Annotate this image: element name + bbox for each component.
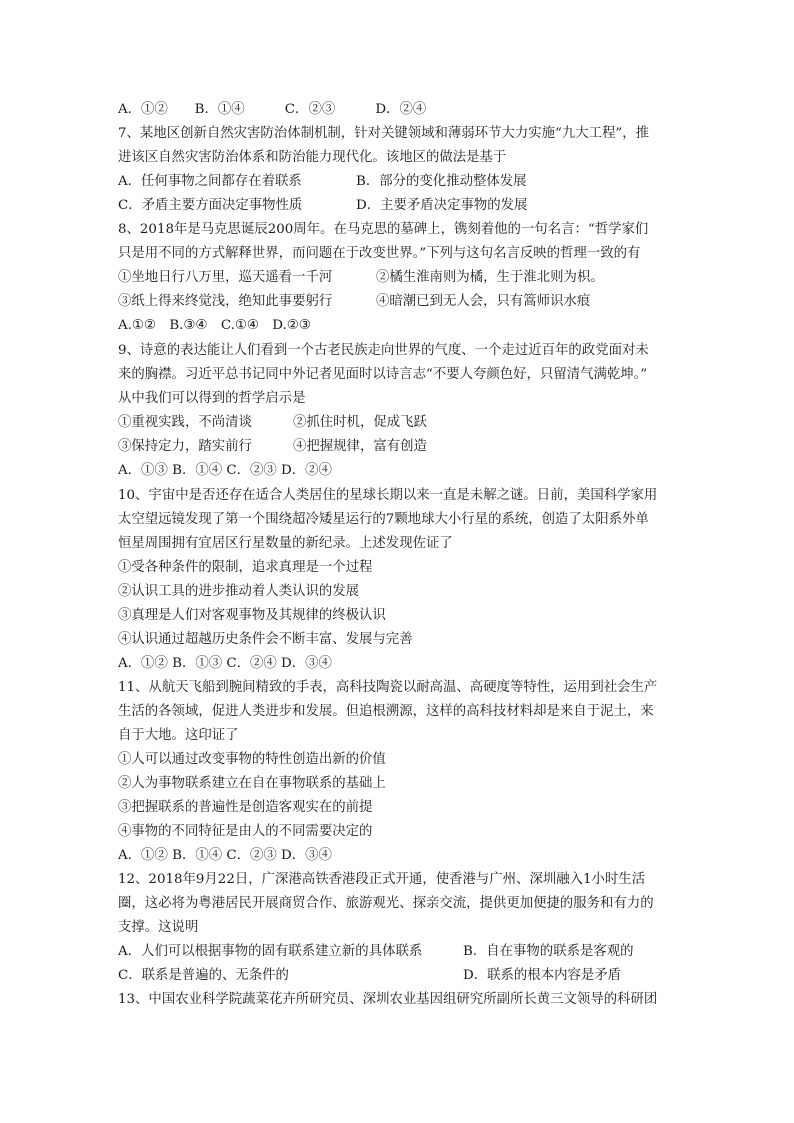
- q7-option-a: A．任何事物之间都存在着联系: [118, 174, 302, 189]
- q9-option-3: ③保持定力，踏实前行: [118, 439, 252, 454]
- q9-stem-line-1: 9、诗意的表达能让人们看到一个古老民族走向世界的气度、一个走过近百年的政党面对未: [118, 343, 649, 358]
- q8-answer-choices: A.①② B.③④ C.①④ D.②③: [118, 318, 311, 333]
- q11-stem-line-2: 生活的各领域，促进人类进步和发展。但追根溯源，这样的高科技材料却是来自于泥土，来: [118, 704, 654, 719]
- q10-stem-line-2: 太空望远镜发现了第一个围绕超冷矮星运行的7颗地球大小行星的系统，创造了太阳系外单: [118, 512, 649, 527]
- q6-answer-choices: A．①② B．①④ C．②③ D．②④: [118, 102, 427, 117]
- q12-option-c: C．联系是普遍的、无条件的: [118, 968, 289, 983]
- q8-option-1: ①坐地日行八万里，巡天遥看一千河: [118, 270, 333, 285]
- q9-options-row-2: [118, 438, 678, 456]
- q8-option-4: ④暗潮已到无人会，只有篙师识水痕: [376, 294, 591, 309]
- q9-stem-line-3: 从中我们可以得到的哲学启示是: [118, 391, 306, 406]
- q10-option-3: ③真理是人们对客观事物及其规律的终极认识: [118, 608, 386, 623]
- q12-options-row-2: [118, 967, 678, 985]
- q8-options-row-1: [118, 269, 678, 287]
- q7-options-row-2: [118, 197, 678, 215]
- q7-option-d: D．主要矛盾决定事物的发展: [356, 198, 528, 213]
- q10-stem-line-1: 10、宇宙中是否还存在适合人类居住的星球长期以来一直是未解之谜。日前，美国科学家用: [118, 488, 658, 503]
- q7-stem-line-1: 7、某地区创新自然灾害防治体制机制，针对关键领域和薄弱环节大力实施“九大工程”，推: [118, 126, 650, 141]
- q7-option-b: B．部分的变化推动整体发展: [356, 174, 527, 189]
- q7-options-row-1: [118, 173, 678, 191]
- q10-option-2: ②认识工具的进步推动着人类认识的发展: [118, 584, 360, 599]
- q12-option-b: B．自在事物的联系是客观的: [463, 944, 634, 959]
- q12-option-d: D．联系的根本内容是矛盾: [463, 968, 622, 983]
- q8-options-row-2: [118, 293, 678, 311]
- q8-stem-line-1: 8、2018年是马克思诞辰200周年。在马克思的墓碑上，镌刻着他的一句名言：“哲学家们: [118, 222, 649, 237]
- q12-options-row-1: [118, 943, 678, 961]
- q11-option-2: ②人为事物联系建立在自在事物联系的基础上: [118, 776, 386, 791]
- q11-option-4: ④事物的不同特征是由人的不同需要决定的: [118, 824, 373, 839]
- q10-option-4: ④认识通过超越历史条件会不断丰富、发展与完善: [118, 632, 413, 647]
- q11-stem-line-1: 11、从航天飞船到腕间精致的手表，高科技陶瓷以耐高温、高硬度等特性，运用到社会生产: [118, 680, 658, 695]
- q7-stem-line-2: 进该区自然灾害防治体系和防治能力现代化。该地区的做法是基于: [118, 150, 507, 165]
- q9-option-4: ④把握规律，富有创造: [293, 439, 427, 454]
- q12-option-a: A．人们可以根据事物的固有联系建立新的具体联系: [118, 944, 423, 959]
- q7-option-c: C．矛盾主要方面决定事物性质: [118, 198, 303, 213]
- q11-answer-choices: A．①② B．①④ C．②③ D．③④: [118, 848, 332, 863]
- q11-option-1: ①人可以通过改变事物的特性创造出新的价值: [118, 752, 386, 767]
- q12-stem-line-1: 12、2018年9月22日，广深港高铁香港段正式开通，使香港与广州、深圳融入1小时生活: [118, 872, 646, 887]
- q9-option-1: ①重视实践，不尚清谈: [118, 415, 252, 430]
- q11-stem-line-3: 自于大地。这印证了: [118, 728, 239, 743]
- q9-answer-choices: A．①③ B．①④ C．②③ D．②④: [118, 463, 332, 478]
- q10-answer-choices: A．①② B．①③ C．②④ D．③④: [118, 656, 332, 671]
- q12-stem-line-2: 圈，这必将为粤港居民开展商贸合作、旅游观光、探亲交流，提供更加便捷的服务和有力的: [118, 896, 654, 911]
- q8-option-3: ③纸上得来终觉浅，绝知此事要躬行: [118, 294, 333, 309]
- q10-option-1: ①受各种条件的限制，追求真理是一个过程: [118, 560, 373, 575]
- q12-stem-line-3: 支撑。这说明: [118, 920, 199, 935]
- q8-stem-line-2: 只是用不同的方式解释世界，而问题在于改变世界。”下列与这句名言反映的哲理一致的有: [118, 246, 641, 261]
- q8-option-2: ②橘生淮南则为橘，生于淮北则为枳。: [376, 270, 604, 285]
- q9-options-row-1: [118, 414, 678, 432]
- q9-stem-line-2: 来的胸襟。习近平总书记同中外记者见面时以诗言志“不要人夸颜色好，只留清气满乾坤。”: [118, 367, 648, 382]
- q11-option-3: ③把握联系的普遍性是创造客观实在的前提: [118, 800, 373, 815]
- q10-stem-line-3: 恒星周围拥有宜居区行星数量的新纪录。上述发现佐证了: [118, 536, 453, 551]
- q9-option-2: ②抓住时机，促成飞跃: [293, 415, 427, 430]
- q13-stem-line-1: 13、中国农业科学院蔬菜花卉所研究员、深圳农业基因组研究所副所长黄三文领导的科研团: [118, 992, 658, 1007]
